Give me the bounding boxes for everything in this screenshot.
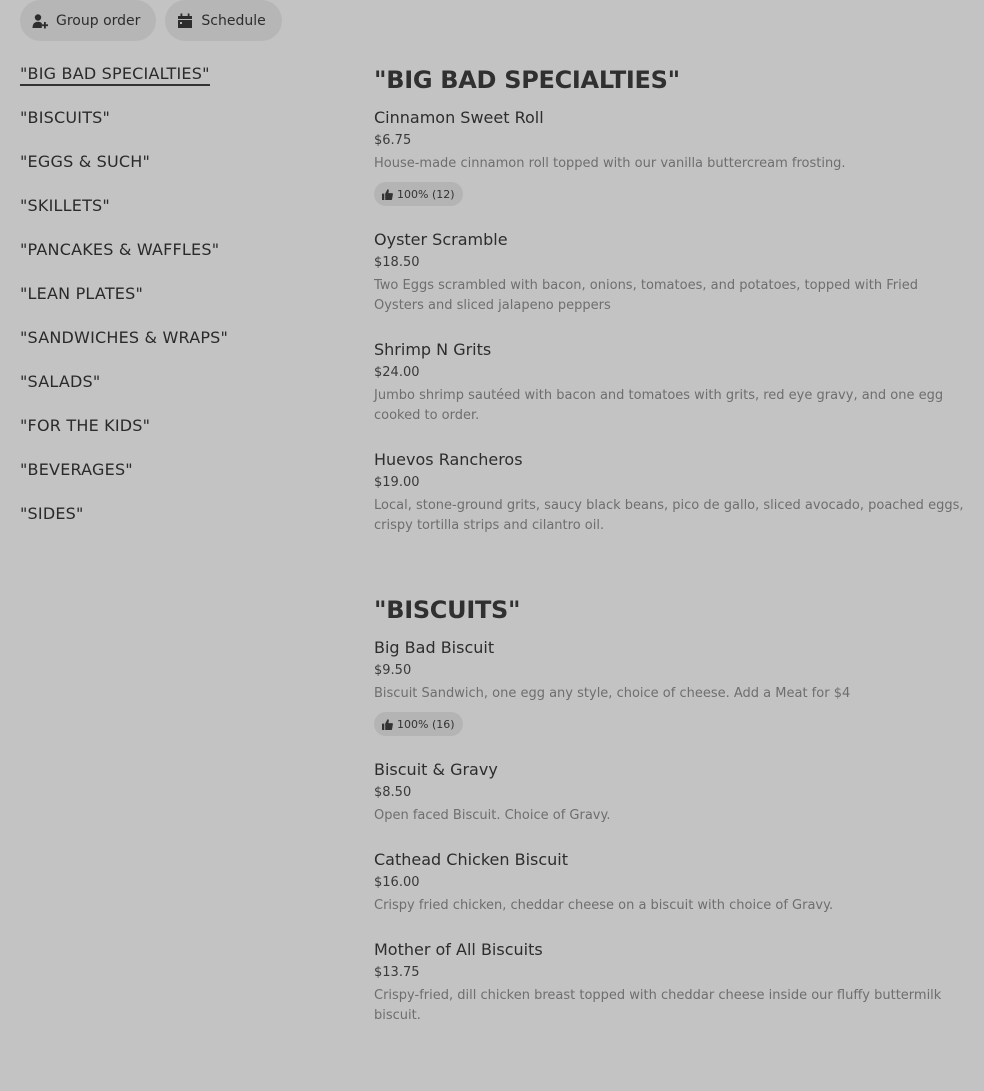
- sidebar-item-pancakes-and-waffles[interactable]: [20, 238, 340, 282]
- sidebar-item-eggs-and-such[interactable]: [20, 150, 340, 194]
- item-price: $9.50: [374, 663, 412, 678]
- sidebar-item-for-the-kids[interactable]: [20, 414, 340, 458]
- menu-item[interactable]: [374, 938, 964, 1026]
- menu-section-biscuits: [374, 594, 964, 1026]
- item-price: $16.00: [374, 875, 420, 890]
- sidebar-item-sandwiches-and-wraps[interactable]: [20, 326, 340, 370]
- item-description: Open faced Biscuit. Choice of Gravy.: [374, 808, 611, 823]
- item-name: Cinnamon Sweet Roll: [374, 108, 544, 127]
- item-description: Two Eggs scrambled with bacon, onions, tomatoes, and potatoes, topped with Fried Oysters and sliced jalapeno peppers: [374, 278, 918, 313]
- section-title: "BIG BAD SPECIALTIES": [374, 66, 680, 94]
- item-price: $24.00: [374, 365, 420, 380]
- sidebar-item-beverages[interactable]: [20, 458, 340, 502]
- thumbs-up-icon: [382, 189, 393, 200]
- sidebar-item-big-bad-specialties[interactable]: [20, 62, 340, 106]
- rating-badge: [374, 182, 463, 206]
- item-name: Big Bad Biscuit: [374, 638, 495, 657]
- menu-item[interactable]: [374, 448, 964, 536]
- item-name: Oyster Scramble: [374, 230, 508, 249]
- sidebar-item-label: "EGGS & SUCH": [20, 152, 151, 171]
- sidebar-item-skillets[interactable]: [20, 194, 340, 238]
- item-description: Crispy-fried, dill chicken breast topped with cheddar cheese inside our fluffy buttermilk biscuit.: [374, 988, 942, 1023]
- schedule-button[interactable]: [165, 0, 281, 41]
- sidebar-item-lean-plates[interactable]: [20, 282, 340, 326]
- item-description: House-made cinnamon roll topped with our vanilla buttercream frosting.: [374, 156, 846, 171]
- item-name: Biscuit & Gravy: [374, 760, 498, 779]
- sidebar-item-label: "BEVERAGES": [20, 460, 133, 479]
- menu-content: [374, 64, 964, 1084]
- item-description: Crispy fried chicken, cheddar cheese on a biscuit with choice of Gravy.: [374, 898, 834, 913]
- menu-item[interactable]: [374, 636, 964, 736]
- thumbs-up-icon: [382, 719, 393, 730]
- sidebar-item-biscuits[interactable]: [20, 106, 340, 150]
- add-person-icon: [32, 13, 48, 29]
- menu-item[interactable]: [374, 106, 964, 206]
- item-price: $19.00: [374, 475, 420, 490]
- item-price: $18.50: [374, 255, 420, 270]
- sidebar-item-label: "BISCUITS": [20, 108, 111, 127]
- item-description: Biscuit Sandwich, one egg any style, choice of cheese. Add a Meat for $4: [374, 686, 851, 701]
- sidebar-item-sides[interactable]: [20, 502, 340, 546]
- sidebar-item-label: "PANCAKES & WAFFLES": [20, 240, 220, 259]
- item-price: $6.75: [374, 133, 412, 148]
- sidebar-item-label: "FOR THE KIDS": [20, 416, 151, 435]
- item-name: Huevos Rancheros: [374, 450, 523, 469]
- calendar-icon: [177, 13, 193, 29]
- menu-item[interactable]: [374, 758, 964, 826]
- sidebar-item-label: "BIG BAD SPECIALTIES": [20, 64, 210, 86]
- item-name: Mother of All Biscuits: [374, 940, 543, 959]
- sidebar-item-label: "SIDES": [20, 504, 84, 523]
- section-title: "BISCUITS": [374, 596, 521, 624]
- menu-item[interactable]: [374, 848, 964, 916]
- sidebar-item-label: "SANDWICHES & WRAPS": [20, 328, 229, 347]
- item-price: $13.75: [374, 965, 420, 980]
- menu-section-big-bad-specialties: [374, 64, 964, 536]
- rating-badge: [374, 712, 463, 736]
- sidebar-item-salads[interactable]: [20, 370, 340, 414]
- sidebar-item-label: "SKILLETS": [20, 196, 110, 215]
- sidebar-item-label: "SALADS": [20, 372, 101, 391]
- item-name: Shrimp N Grits: [374, 340, 492, 359]
- item-description: Jumbo shrimp sautéed with bacon and tomatoes with grits, red eye gravy, and one egg cooked to order.: [374, 388, 944, 423]
- rating-text: 100% (12): [397, 187, 455, 201]
- group-order-button[interactable]: [20, 0, 156, 41]
- item-description: Local, stone-ground grits, saucy black beans, pico de gallo, sliced avocado, poached eggs, crispy tortilla strips and cilantro oil.: [374, 498, 964, 533]
- group-order-label: Group order: [56, 12, 141, 29]
- menu-item[interactable]: [374, 228, 964, 316]
- menu-item[interactable]: [374, 338, 964, 426]
- top-actions: [20, 0, 282, 41]
- item-price: $8.50: [374, 785, 412, 800]
- item-name: Cathead Chicken Biscuit: [374, 850, 569, 869]
- schedule-label: Schedule: [201, 12, 266, 29]
- rating-text: 100% (16): [397, 717, 455, 731]
- category-sidebar: [20, 62, 340, 546]
- sidebar-item-label: "LEAN PLATES": [20, 284, 144, 303]
